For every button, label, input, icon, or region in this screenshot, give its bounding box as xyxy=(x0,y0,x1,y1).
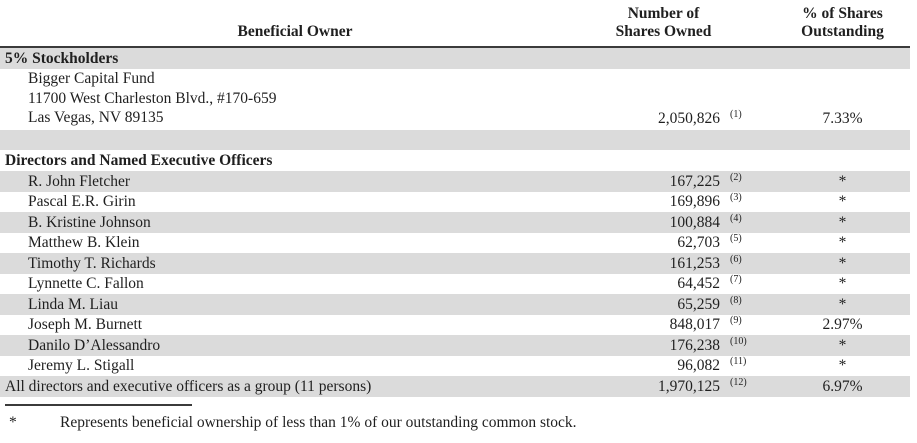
section-title-stockholders: 5% Stockholders xyxy=(5,49,119,67)
table-row-stockholder xyxy=(0,69,910,130)
pct-value: * xyxy=(838,336,847,354)
owner-name: R. John Fletcher xyxy=(28,172,131,190)
owner-name: Linda M. Liau xyxy=(28,295,118,313)
stockholder-address-block xyxy=(0,69,590,128)
footnote-ref-cell xyxy=(720,213,755,232)
footnote-ref-cell xyxy=(720,377,755,396)
owner-name: Danilo D’Alessandro xyxy=(28,336,161,354)
footnote-ref: (1) xyxy=(730,108,742,120)
footnote-ref-cell xyxy=(720,192,755,211)
pct-value: * xyxy=(838,275,847,293)
table-row-group-total xyxy=(0,376,910,397)
table-row xyxy=(0,253,910,274)
table-row xyxy=(0,356,910,377)
shares-value: 2,050,826 xyxy=(658,109,720,127)
column-header-shares-line1: Number of xyxy=(627,5,700,22)
footnote-ref-cell xyxy=(720,254,755,273)
column-header-shares-owned xyxy=(590,5,755,41)
footnote-ref: (12) xyxy=(730,376,747,388)
pct-value: * xyxy=(838,295,847,313)
pct-value: 7.33% xyxy=(822,109,863,127)
footnote-ref-cell xyxy=(720,274,755,293)
pct-value: * xyxy=(838,357,847,375)
shares-value: 167,225 xyxy=(669,172,720,190)
owner-name: Timothy T. Richards xyxy=(28,254,156,272)
section-title-directors: Directors and Named Executive Officers xyxy=(5,152,273,169)
section-spacer-band xyxy=(0,130,910,151)
shares-value: 64,452 xyxy=(677,275,720,293)
owner-name: Lynnette C. Fallon xyxy=(28,275,144,293)
column-header-beneficial-owner: Beneficial Owner xyxy=(237,23,353,40)
footnote-ref: (6) xyxy=(730,253,742,265)
section-row-stockholders xyxy=(0,48,910,69)
footnote-ref: (5) xyxy=(730,233,742,245)
footnote-ref: (3) xyxy=(730,192,742,204)
footnote-ref: (8) xyxy=(730,294,742,306)
pct-value: * xyxy=(838,172,847,190)
footnote-ref-cell xyxy=(720,109,755,128)
owner-name: Pascal E.R. Girin xyxy=(28,193,136,211)
footnote-ref-cell xyxy=(720,233,755,252)
table-row xyxy=(0,192,910,213)
stockholder-address-line1: 11700 West Charleston Blvd., #170-659 xyxy=(28,89,277,107)
footnote-ref-cell xyxy=(720,336,755,355)
table-row xyxy=(0,274,910,295)
owner-name: Jeremy L. Stigall xyxy=(28,357,135,375)
pct-value: * xyxy=(838,234,847,252)
shares-value: 100,884 xyxy=(669,213,720,231)
shares-value: 848,017 xyxy=(669,316,720,334)
footnote-ref: (7) xyxy=(730,274,742,286)
footnote-ref: (11) xyxy=(730,356,747,368)
shares-value: 169,896 xyxy=(669,193,720,211)
owner-name: Joseph M. Burnett xyxy=(28,316,143,334)
shares-value: 161,253 xyxy=(669,254,720,272)
table-row xyxy=(0,315,910,336)
footnote-ref: (2) xyxy=(730,171,742,183)
stockholder-address-line2: Las Vegas, NV 89135 xyxy=(28,109,164,126)
footnote-ref-cell xyxy=(720,356,755,375)
table-row xyxy=(0,294,910,315)
stockholder-name: Bigger Capital Fund xyxy=(28,70,155,87)
column-header-pct-line1: % of Shares xyxy=(802,5,883,22)
table-row xyxy=(0,212,910,233)
table-row xyxy=(0,171,910,192)
column-header-pct-outstanding xyxy=(755,5,910,41)
footnote-ref-cell xyxy=(720,172,755,191)
pct-value: 2.97% xyxy=(822,316,863,334)
footnote-ref-cell xyxy=(720,295,755,314)
table-row xyxy=(0,233,910,254)
footnote-ref: (4) xyxy=(730,212,742,224)
table-header-row xyxy=(0,0,910,48)
footnote-separator-rule xyxy=(5,404,192,406)
section-row-directors xyxy=(0,150,910,171)
pct-value: * xyxy=(838,193,847,211)
shares-value: 96,082 xyxy=(677,357,720,375)
pct-value: 6.97% xyxy=(822,377,863,395)
owner-name: B. Kristine Johnson xyxy=(28,213,151,231)
column-header-shares-line2: Shares Owned xyxy=(615,23,712,40)
pct-value: * xyxy=(838,254,847,272)
table-row xyxy=(0,335,910,356)
footnote-ref-cell xyxy=(720,315,755,334)
pct-value: * xyxy=(838,213,847,231)
shares-value: 1,970,125 xyxy=(658,377,720,395)
shares-value: 65,259 xyxy=(677,295,720,313)
column-header-pct-line2: Outstanding xyxy=(801,23,884,40)
footnote-ref: (9) xyxy=(730,315,742,327)
footnote-ref: (10) xyxy=(730,335,747,347)
shares-value: 62,703 xyxy=(677,234,720,252)
footnote-row xyxy=(0,413,917,433)
owner-name: Matthew B. Klein xyxy=(28,234,140,252)
footnote-text: Represents beneficial ownership of less than 1% of our outstanding common stock. xyxy=(60,413,577,431)
group-total-label: All directors and executive officers as a group (11 persons) xyxy=(5,377,372,395)
shares-value: 176,238 xyxy=(669,336,720,354)
footnote-symbol: * xyxy=(9,413,17,431)
